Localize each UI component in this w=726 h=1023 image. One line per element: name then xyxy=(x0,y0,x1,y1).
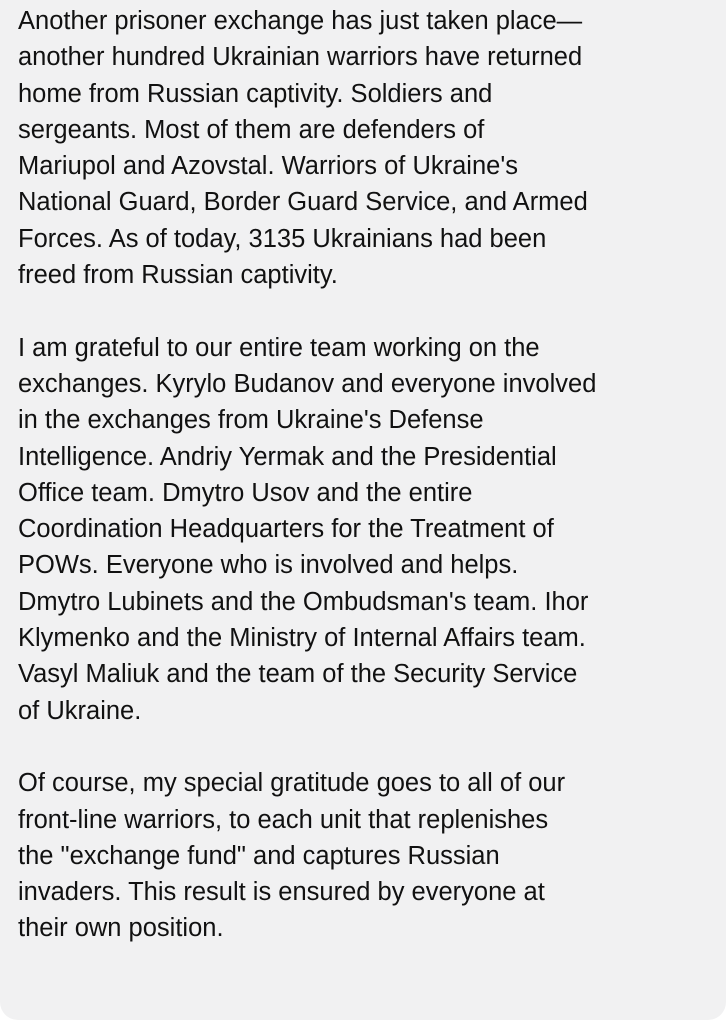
text-line: Intelligence. Andriy Yermak and the Presidential xyxy=(18,442,557,471)
text-line: National Guard, Border Guard Service, and Armed xyxy=(18,188,588,217)
paragraph-spacer xyxy=(18,729,710,765)
text-line: Vasyl Maliuk and the team of the Security Service xyxy=(18,660,578,689)
paragraph-spacer xyxy=(18,293,710,329)
text-line: Klymenko and the Ministry of Internal Affairs team. xyxy=(18,624,586,653)
text-line: of Ukraine. xyxy=(18,696,142,725)
text-line: Mariupol and Azovstal. Warriors of Ukraine's xyxy=(18,152,518,181)
text-line: sergeants. Most of them are defenders of xyxy=(18,115,485,144)
text-line: their own position. xyxy=(18,914,224,943)
text-line: exchanges. Kyrylo Budanov and everyone involved xyxy=(18,369,597,398)
text-line: Coordination Headquarters for the Treatment of xyxy=(18,515,554,544)
text-line: front-line warriors, to each unit that replenishes xyxy=(18,805,549,834)
text-line: Another prisoner exchange has just taken place— xyxy=(18,7,583,35)
text-line: in the exchanges from Ukraine's Defense xyxy=(18,406,484,435)
text-line: another hundred Ukrainian warriors have returned xyxy=(18,43,583,72)
text-line: I am grateful to our entire team working on the xyxy=(18,333,540,362)
text-line: freed from Russian captivity. xyxy=(18,261,338,290)
text-line: invaders. This result is ensured by everyone at xyxy=(18,878,545,907)
text-line: Dmytro Lubinets and the Ombudsman's team. Ihor xyxy=(18,587,589,616)
text-line: POWs. Everyone who is involved and helps. xyxy=(18,551,519,580)
text-line: Forces. As of today, 3135 Ukrainians had been xyxy=(18,224,547,253)
text-line: the "exchange fund" and captures Russian xyxy=(18,841,500,870)
message-paragraph-3 xyxy=(18,765,710,946)
message-paragraph-2 xyxy=(18,330,710,729)
text-line: Of course, my special gratitude goes to all of our xyxy=(18,769,566,798)
text-line: home from Russian captivity. Soldiers and xyxy=(18,79,493,108)
text-line: Office team. Dmytro Usov and the entire xyxy=(18,478,473,507)
message-paragraph-1 xyxy=(18,3,710,293)
